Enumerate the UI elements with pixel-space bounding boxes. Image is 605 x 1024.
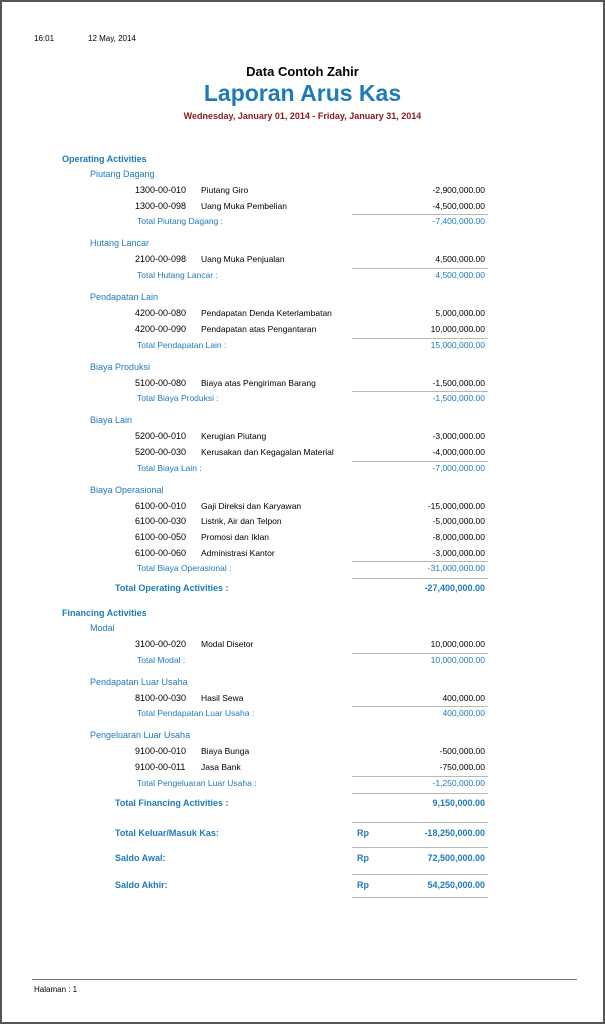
group-total-divider	[352, 706, 488, 707]
group-total-divider	[352, 461, 488, 462]
group-total-divider	[352, 653, 488, 654]
group-total-divider	[352, 268, 488, 269]
account-amount: 400,000.00	[442, 692, 485, 703]
summary-divider	[352, 822, 488, 823]
currency-label: Rp	[357, 880, 369, 890]
summary-label: Saldo Awal:	[115, 853, 166, 863]
summary-label: Total Keluar/Masuk Kas:	[115, 828, 219, 838]
section-total-label: Total Financing Activities :	[115, 797, 229, 808]
group-total-label: Total Modal :	[137, 654, 186, 665]
group-total-amount: -31,000,000.00	[427, 563, 485, 574]
group-total-label: Total Biaya Produksi :	[137, 393, 219, 404]
print-date: 12 May, 2014	[88, 34, 136, 43]
account-name: Promosi dan Iklan	[201, 532, 270, 542]
account-code: 8100-00-030	[135, 692, 187, 703]
account-amount: 10,000,000.00	[430, 323, 485, 334]
account-amount: -3,000,000.00	[432, 547, 485, 558]
account-name: Kerugian Piutang	[201, 431, 267, 442]
group-total-amount: -7,000,000.00	[432, 462, 485, 473]
account-amount: -5,000,000.00	[432, 516, 485, 527]
account-code: 6100-00-060	[135, 547, 187, 558]
group-heading: Biaya Lain	[90, 415, 133, 426]
group-total-amount: 4,500,000.00	[435, 270, 485, 281]
account-code: 1300-00-010	[135, 185, 187, 195]
account-code: 9100-00-010	[135, 746, 187, 757]
group-total-label: Total Pendapatan Lain :	[137, 339, 227, 350]
report-title: Laporan Arus Kas	[203, 80, 402, 106]
account-amount: 4,500,000.00	[435, 254, 485, 265]
account-name: Gaji Direksi dan Karyawan	[201, 500, 302, 511]
group-total-amount: 400,000.00	[442, 708, 485, 719]
section-total-label: Total Operating Activities :	[115, 583, 229, 594]
account-name: Kerusakan dan Kegagalan Material	[201, 446, 334, 457]
currency-label: Rp	[357, 828, 369, 838]
print-time: 16:01	[34, 34, 55, 43]
account-name: Administrasi Kantor	[201, 547, 275, 558]
account-code: 1300-00-098	[135, 200, 187, 211]
account-code: 2100-00-098	[135, 254, 187, 265]
summary-amount: 54,250,000.00	[427, 880, 485, 890]
group-total-label: Total Pengeluaran Luar Usaha :	[137, 777, 257, 788]
group-total-amount: -1,250,000.00	[432, 777, 485, 788]
group-heading: Pendapatan Lain	[90, 292, 159, 303]
account-code: 4200-00-080	[135, 308, 187, 319]
group-total-amount: 15,000,000.00	[430, 339, 485, 350]
section-total-divider	[352, 578, 488, 579]
group-total-label: Total Biaya Operasional :	[137, 563, 232, 574]
group-total-divider	[352, 214, 488, 215]
account-amount: -750,000.00	[439, 762, 485, 773]
account-amount: -8,000,000.00	[432, 532, 485, 542]
account-code: 4200-00-090	[135, 323, 187, 334]
account-amount: -4,500,000.00	[432, 200, 485, 211]
account-code: 3100-00-020	[135, 639, 187, 649]
summary-amount: 72,500,000.00	[427, 853, 485, 863]
group-total-divider	[352, 391, 488, 392]
report-period: Wednesday, January 01, 2014 - Friday, January 31, 2014	[183, 111, 422, 121]
group-total-divider	[352, 338, 488, 339]
account-amount: -2,900,000.00	[432, 185, 485, 195]
account-amount: 5,000,000.00	[435, 308, 485, 319]
footer-divider	[32, 979, 577, 980]
account-name: Pendapatan Denda Keterlambatan	[201, 308, 332, 319]
account-name: Uang Muka Penjualan	[201, 254, 285, 265]
section-total-amount: -27,400,000.00	[424, 583, 485, 594]
group-heading: Biaya Operasional	[90, 484, 164, 495]
summary-label: Saldo Akhir:	[115, 880, 168, 890]
account-name: Pendapatan atas Pengantaran	[201, 323, 317, 334]
account-amount: -15,000,000.00	[427, 500, 485, 511]
account-amount: -4,000,000.00	[432, 446, 485, 457]
page-number: Halaman : 1	[34, 985, 78, 994]
section-total-amount: 9,150,000.00	[432, 797, 485, 808]
account-amount: -1,500,000.00	[432, 377, 485, 388]
account-code: 5200-00-030	[135, 446, 187, 457]
company-name: Data Contoh Zahir	[246, 64, 359, 79]
section-total-divider	[352, 793, 488, 794]
group-total-amount: -1,500,000.00	[432, 393, 485, 404]
summary-bottom-divider	[352, 897, 488, 898]
account-amount: 10,000,000.00	[430, 639, 485, 649]
group-heading: Modal	[90, 623, 115, 633]
group-total-divider	[352, 776, 488, 777]
section-heading: Operating Activities	[62, 154, 147, 164]
group-heading: Pendapatan Luar Usaha	[90, 676, 188, 687]
account-code: 5200-00-010	[135, 431, 187, 442]
currency-label: Rp	[357, 853, 369, 863]
group-total-divider	[352, 561, 488, 562]
group-heading: Piutang Dagang	[90, 169, 155, 179]
section-heading: Financing Activities	[62, 608, 147, 618]
account-name: Piutang Giro	[201, 185, 249, 195]
group-total-amount: -7,400,000.00	[432, 216, 485, 227]
summary-divider	[352, 874, 488, 875]
account-name: Jasa Bank	[201, 762, 241, 773]
account-amount: -500,000.00	[439, 746, 485, 757]
account-code: 6100-00-030	[135, 516, 187, 527]
account-name: Modal Disetor	[201, 639, 254, 649]
account-code: 6100-00-050	[135, 532, 187, 542]
account-code: 9100-00-011	[135, 762, 186, 773]
account-name: Biaya Bunga	[201, 746, 250, 757]
group-total-label: Total Piutang Dagang :	[137, 216, 224, 227]
account-name: Uang Muka Pembelian	[201, 200, 287, 211]
summary-divider	[352, 847, 488, 848]
group-heading: Biaya Produksi	[90, 361, 151, 372]
account-amount: -3,000,000.00	[432, 431, 485, 442]
group-heading: Pengeluaran Luar Usaha	[90, 730, 191, 741]
account-code: 6100-00-010	[135, 500, 187, 511]
group-heading: Hutang Lancar	[90, 238, 150, 249]
account-name: Hasil Sewa	[201, 692, 244, 703]
account-code: 5100-00-080	[135, 377, 187, 388]
account-name: Listrik, Air dan Telpon	[201, 516, 282, 527]
group-total-label: Total Hutang Lancar :	[137, 270, 218, 281]
account-name: Biaya atas Pengiriman Barang	[201, 377, 316, 388]
group-total-amount: 10,000,000.00	[430, 654, 485, 665]
group-total-label: Total Biaya Lain :	[137, 462, 202, 473]
group-total-label: Total Pendapatan Luar Usaha :	[137, 708, 255, 719]
summary-amount: -18,250,000.00	[424, 828, 485, 838]
